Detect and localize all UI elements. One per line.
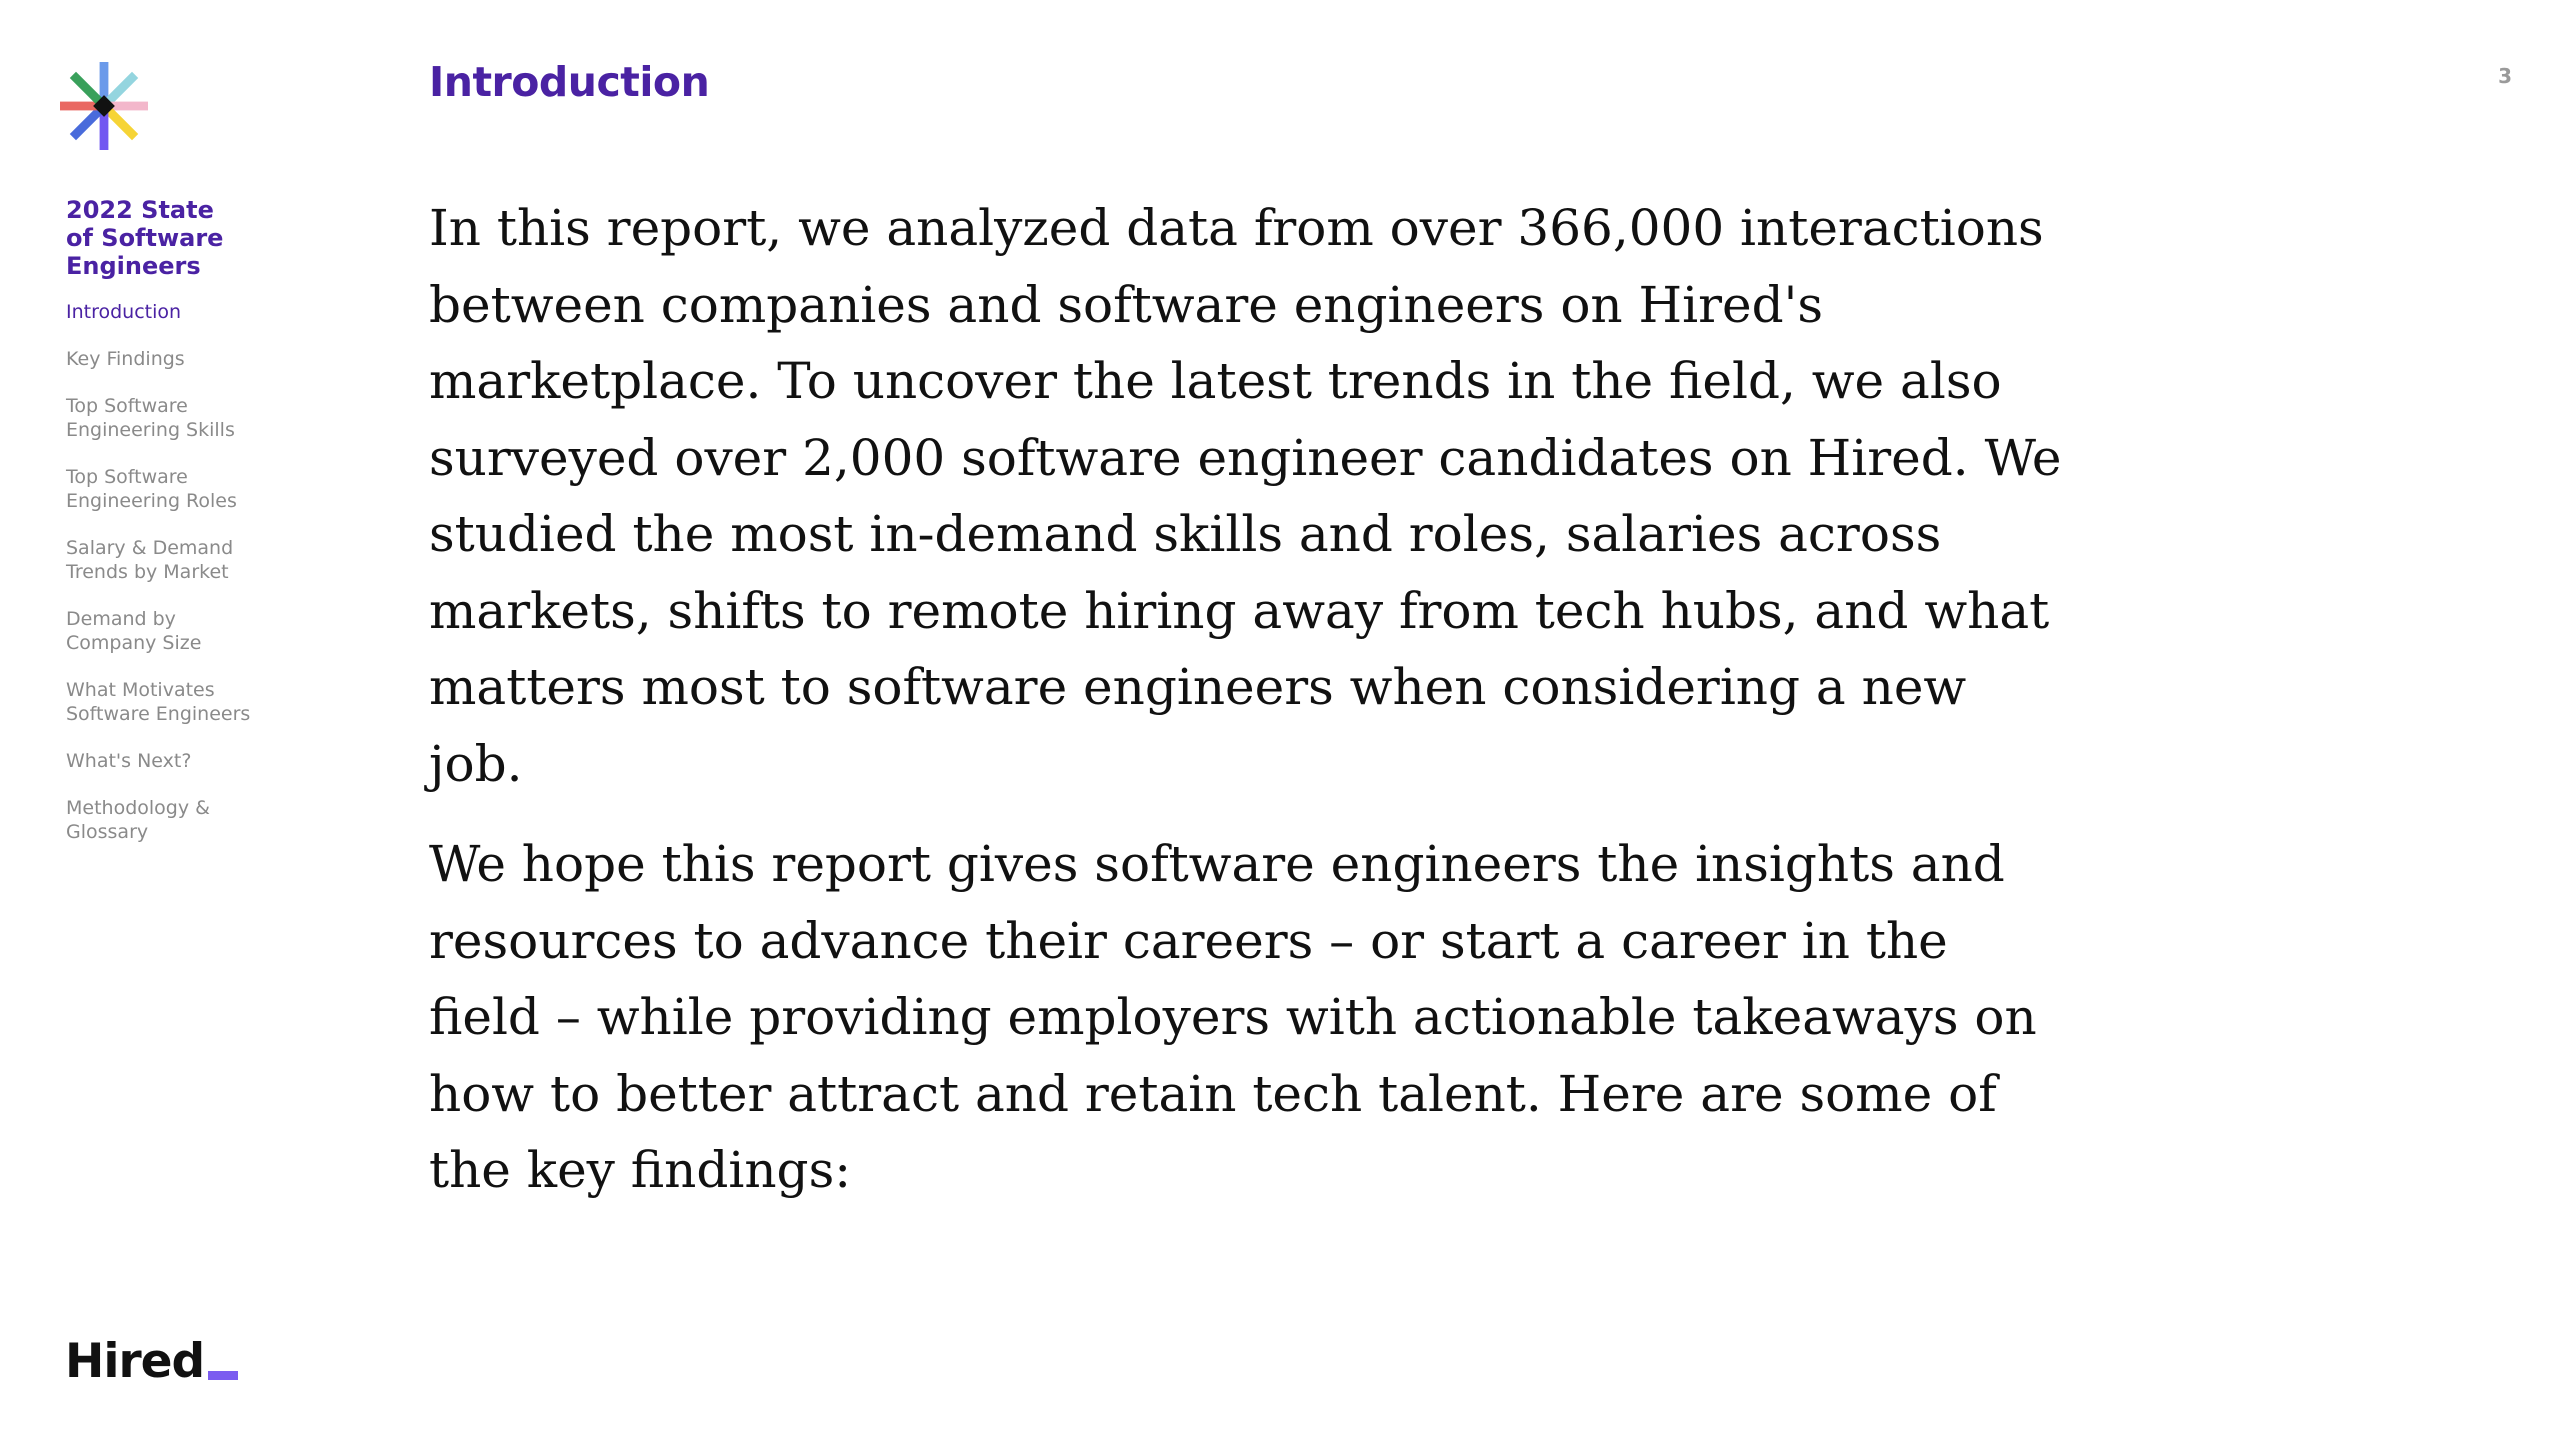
intro-paragraph-1: In this report, we analyzed data from over 366,000 interactions between companies and software engineers on Hired's marketplace. To uncover the latest trends in the field, we also surveyed over 2,000 software engineer candidates on Hired. We studied the most in-demand skills and roles, salaries across markets, shifts to remote hiring away from tech hubs, and what matters most to software engineers when considering a new job. bbox=[429, 199, 2062, 793]
sidebar-nav bbox=[66, 196, 286, 867]
page-number: 3 bbox=[2498, 64, 2512, 88]
sidebar-item-methodology[interactable]: Methodology & Glossary bbox=[66, 797, 210, 843]
sidebar-item-company-size[interactable]: Demand by Company Size bbox=[66, 608, 202, 654]
body-copy bbox=[429, 190, 2069, 1209]
sidebar-item-introduction[interactable]: Introduction bbox=[66, 301, 182, 323]
wordmark-underscore-icon bbox=[208, 1371, 238, 1380]
sidebar-item-top-skills[interactable]: Top Software Engineering Skills bbox=[66, 395, 235, 441]
asterisk-star-logo-icon bbox=[60, 62, 148, 150]
sidebar-item-top-roles[interactable]: Top Software Engineering Roles bbox=[66, 466, 237, 512]
section-heading: Introduction bbox=[429, 58, 710, 106]
sidebar-item-whats-next[interactable]: What's Next? bbox=[66, 750, 192, 772]
sidebar-item-motivations[interactable]: What Motivates Software Engineers bbox=[66, 679, 251, 725]
wordmark-text: Hired bbox=[65, 1334, 205, 1389]
hired-wordmark-logo bbox=[65, 1326, 238, 1389]
report-title[interactable]: 2022 State of Software Engineers bbox=[66, 196, 224, 280]
sidebar-nav-list bbox=[66, 300, 286, 844]
sidebar-item-salary-demand[interactable]: Salary & Demand Trends by Market bbox=[66, 537, 234, 583]
sidebar-item-key-findings[interactable]: Key Findings bbox=[66, 348, 185, 370]
intro-paragraph-2: We hope this report gives software engineers the insights and resources to advance their careers – or start a career in the field – while providing employers with actionable takeaways on how to better attract and retain tech talent. Here are some of the key findings: bbox=[429, 835, 2037, 1199]
